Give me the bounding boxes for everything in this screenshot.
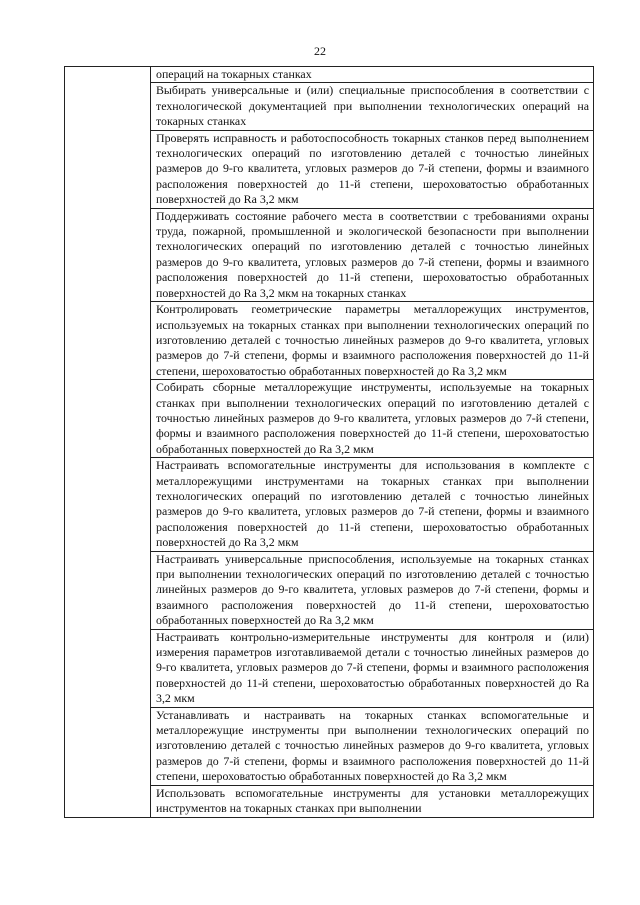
table-cell: Выбирать универсальные и (или) специальные приспособления в соответствии с технологической документацией при выполнении технологических операций на токарных станках: [151, 83, 594, 130]
table-cell: Собирать сборные металлорежущие инструменты, используемые на токарных станках при выполнении технологических операций по изготовлению деталей с точностью линейных размеров до 9-го квалитета, угловых размеров до 7-й степени, формы и взаимного расположения поверхностей до 11-й степени, шероховатостью обработанных поверхностей до Ra 3,2 мкм: [151, 380, 594, 458]
table-cell: Настраивать вспомогательные инструменты для использования в комплекте с металлорежущими инструментами на токарных станках при выполнении технологических операций по изготовлению деталей с точностью линейных размеров до 9-го квалитета, угловых размеров до 7-й степени, формы и взаимного расположения поверхностей до 11-й степени, шероховатостью обработанных поверхностей до Ra 3,2 мкм: [151, 458, 594, 551]
table-cell: Настраивать контрольно-измерительные инструменты для контроля и (или) измерения параметров изготавливаемой детали с точностью линейных размеров до 9-го квалитета, угловых размеров до 7-й степени, формы и взаимного расположения поверхностей до 11-й степени, шероховатостью обработанных поверхностей до Ra 3,2 мкм: [151, 629, 594, 707]
table-cell: Проверять исправность и работоспособность токарных станков перед выполнением технологических операций по изготовлению деталей с точностью линейных размеров до 9-го квалитета, угловых размеров до 7-й степени, формы и взаимного расположения поверхностей до 11-й степени, шероховатостью обработанных поверхностей до Ra 3,2 мкм: [151, 130, 594, 208]
skills-table: [64, 66, 594, 818]
table-cell: Поддерживать состояние рабочего места в соответствии с требованиями охраны труда, пожарной, промышленной и экологической безопасности при выполнении технологических операций по изготовлению деталей с точностью линейных размеров до 9-го квалитета, угловых размеров до 7-й степени, формы и взаимного расположения поверхностей до 11-й степени, шероховатостью обработанных поверхностей до Ra 3,2 мкм на токарных станках: [151, 208, 594, 301]
table-cell: операций на токарных станках: [151, 67, 594, 83]
page-number: 22: [314, 44, 326, 58]
left-column-cell: [65, 67, 151, 818]
table-cell: Использовать вспомогательные инструменты для установки металлорежущих инструментов на токарных станках при выполнении: [151, 785, 594, 817]
table-cell: Устанавливать и настраивать на токарных станках вспомогательные и металлорежущие инструменты при выполнении технологических операций по изготовлению деталей с точностью линейных размеров до 9-го квалитета, угловых размеров до 7-й степени, формы и взаимного расположения поверхностей до 11-й степени, шероховатостью обработанных поверхностей до Ra 3,2 мкм: [151, 707, 594, 785]
table-cell: Контролировать геометрические параметры металлорежущих инструментов, используемых на токарных станках при выполнении технологических операций по изготовлению деталей с точностью линейных размеров до 9-го квалитета, угловых размеров до 7-й степени, формы и взаимного расположения поверхностей до 11-й степени, шероховатостью обработанных поверхностей до Ra 3,2 мкм: [151, 302, 594, 380]
table-cell: Настраивать универсальные приспособления, используемые на токарных станках при выполнении технологических операций по изготовлению деталей с точностью линейных размеров до 9-го квалитета, угловых размеров до 7-й степени, формы и взаимного расположения поверхностей до 11-й степени, шероховатостью обработанных поверхностей до Ra 3,2 мкм: [151, 551, 594, 629]
table-row: [65, 67, 594, 83]
